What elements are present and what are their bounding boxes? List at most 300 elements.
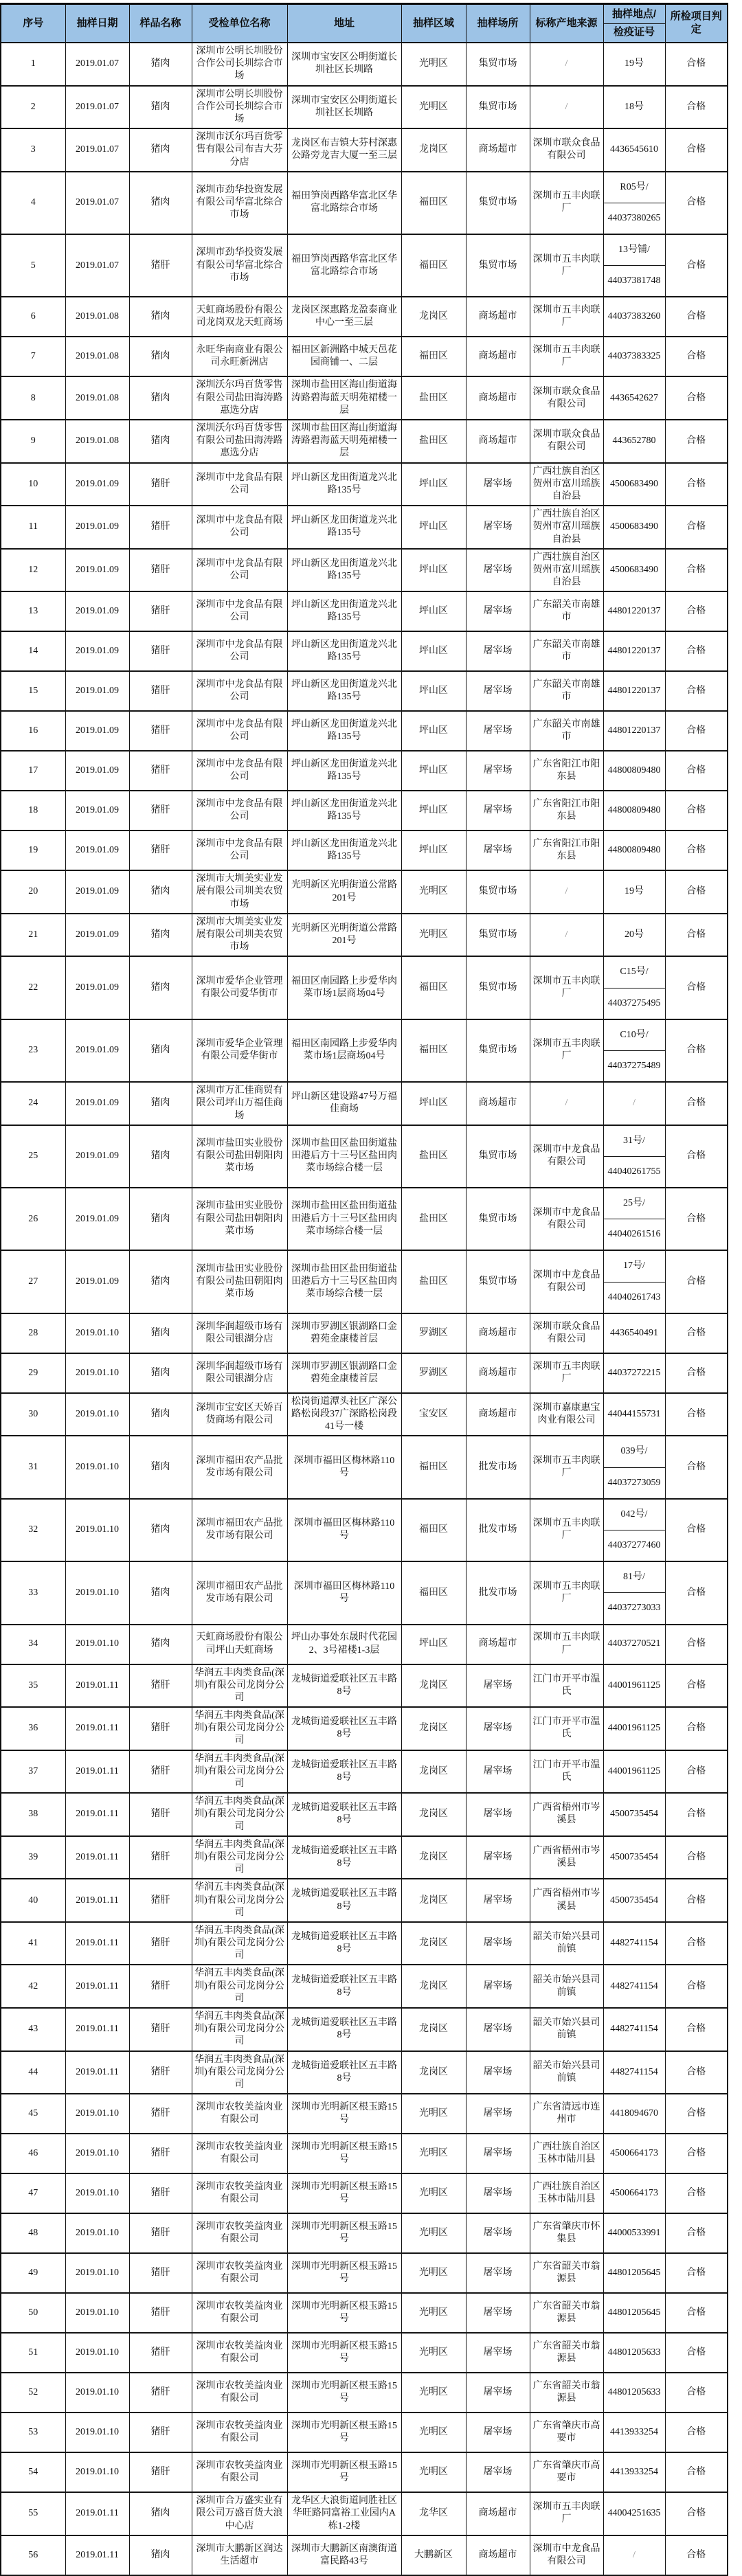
cell-unit: 深圳市福田农产品批发市场有限公司: [192, 1436, 287, 1498]
cell-address: 坪山新区龙田街道龙兴北路135号: [287, 463, 401, 506]
cell-date: 2019.01.11: [65, 2008, 129, 2051]
cell-sample: 猪肝: [129, 549, 192, 592]
cell-no: 47: [1, 2173, 65, 2213]
cell-sample: 猪肝: [129, 1836, 192, 1879]
cell-origin: /: [530, 86, 603, 129]
cell-date: 2019.01.08: [65, 376, 129, 420]
column-header-cert: [603, 4, 665, 43]
cell-date: 2019.01.09: [65, 791, 129, 831]
cell-cert: 44800809480: [603, 791, 665, 831]
cell-unit: 深圳市大圳美实业发展有限公司圳美农贸市场: [192, 914, 287, 957]
cell-unit: 深圳市大圳美实业发展有限公司圳美农贸市场: [192, 870, 287, 914]
cell-unit: 深圳市农牧美益肉业有限公司: [192, 2333, 287, 2373]
cell-district: 龙岗区: [401, 1707, 466, 1750]
cell-place: 集贸市场: [466, 914, 530, 957]
cell-cert: 443652780: [603, 420, 665, 463]
cell-address: 深圳市光明新区根玉路15号: [287, 2333, 401, 2373]
table-row: [1, 956, 728, 1019]
column-header-address: 地址: [287, 4, 401, 43]
cell-date: 2019.01.09: [65, 914, 129, 957]
cell-address: 深圳市光明新区根玉路15号: [287, 2373, 401, 2413]
cell-place: 商场超市: [466, 1393, 530, 1436]
cell-address: 深圳市罗湖区银湖路口金碧苑金康楼首层: [287, 1313, 401, 1353]
cell-no: 51: [1, 2333, 65, 2373]
cell-district: 光明区: [401, 914, 466, 957]
cell-place: 商场超市: [466, 420, 530, 463]
cell-unit: 深圳市农牧美益肉业有限公司: [192, 2373, 287, 2413]
column-header-origin: 标称产地来源: [530, 4, 603, 43]
cell-result: 合格: [665, 1707, 728, 1750]
cell-date: 2019.01.07: [65, 234, 129, 297]
cell-no: 37: [1, 1750, 65, 1794]
cell-place: 商场超市: [466, 1625, 530, 1664]
cell-origin: 广西省梧州市岑溪县: [530, 1879, 603, 1922]
cell-date: 2019.01.09: [65, 463, 129, 506]
cell-place: 屠宰场: [466, 2134, 530, 2173]
table-row: [1, 2253, 728, 2293]
cell-result: 合格: [665, 1313, 728, 1353]
cell-cert: [603, 1561, 665, 1624]
cell-date: 2019.01.10: [65, 2134, 129, 2173]
cell-result: 合格: [665, 631, 728, 671]
cell-origin: 广西省梧州市岑溪县: [530, 1793, 603, 1836]
cell-address: 深圳市罗湖区银湖路口金碧苑金康楼首层: [287, 1353, 401, 1393]
cell-date: 2019.01.11: [65, 1922, 129, 1965]
cell-sample: 猪肝: [129, 2008, 192, 2051]
cell-place: 集贸市场: [466, 870, 530, 914]
cell-unit: 深圳市福田农产品批发市场有限公司: [192, 1561, 287, 1624]
table-row: [1, 2492, 728, 2535]
cell-cert: 44037272215: [603, 1353, 665, 1393]
table-row: [1, 711, 728, 751]
cell-place: 屠宰场: [466, 791, 530, 831]
cell-address: 深圳市盐田区盐田街道盐田港后方十三号区盐田肉菜市场综合楼一层: [287, 1188, 401, 1250]
cell-sample: 猪肉: [129, 2535, 192, 2575]
table-row: [1, 2134, 728, 2173]
cell-district: 光明区: [401, 86, 466, 129]
cell-cert: [603, 1499, 665, 1561]
cell-unit: 深圳市福田农产品批发市场有限公司: [192, 1499, 287, 1561]
cell-sample: 猪肝: [129, 2173, 192, 2213]
cert-certificate-number: 44037277460: [607, 1539, 661, 1550]
cell-place: 屠宰场: [466, 1836, 530, 1879]
cell-result: 合格: [665, 43, 728, 86]
cell-result: 合格: [665, 2535, 728, 2575]
table-row: [1, 2094, 728, 2134]
cell-no: 21: [1, 914, 65, 957]
cell-address: 深圳市光明新区根玉路15号: [287, 2293, 401, 2333]
cell-no: 17: [1, 751, 65, 791]
cell-result: 合格: [665, 1250, 728, 1313]
cell-date: 2019.01.10: [65, 1393, 129, 1436]
cell-result: 合格: [665, 1436, 728, 1498]
cell-district: 光明区: [401, 2293, 466, 2333]
cell-district: 龙岗区: [401, 1664, 466, 1708]
cell-date: 2019.01.09: [65, 506, 129, 549]
cell-sample: 猪肝: [129, 831, 192, 870]
cell-origin: 深圳市联众食品有限公司: [530, 376, 603, 420]
cell-origin: 广东韶关市南雄市: [530, 671, 603, 711]
cell-date: 2019.01.10: [65, 1313, 129, 1353]
cell-no: 55: [1, 2492, 65, 2535]
cell-address: 深圳市盐田区盐田街道盐田港后方十三号区盐田肉菜市场综合楼一层: [287, 1125, 401, 1188]
cell-sample: 猪肉: [129, 1125, 192, 1188]
cell-result: 合格: [665, 2094, 728, 2134]
cell-sample: 猪肝: [129, 2253, 192, 2293]
cell-place: 屠宰场: [466, 831, 530, 870]
cell-cert: 44001961125: [603, 1707, 665, 1750]
cell-unit: 深圳沃尔玛百货零售有限公司盐田海涛路惠选分店: [192, 376, 287, 420]
cell-place: 商场超市: [466, 1313, 530, 1353]
cell-sample: 猪肉: [129, 1313, 192, 1353]
cell-result: 合格: [665, 376, 728, 420]
cell-district: 福田区: [401, 1561, 466, 1624]
cell-place: 集贸市场: [466, 1019, 530, 1082]
column-header-date: 抽样日期: [65, 4, 129, 43]
cell-result: 合格: [665, 2173, 728, 2213]
cell-district: 龙岗区: [401, 2008, 466, 2051]
cell-sample: 猪肉: [129, 337, 192, 376]
cell-place: 屠宰场: [466, 463, 530, 506]
cell-sample: 猪肉: [129, 1393, 192, 1436]
cell-date: 2019.01.10: [65, 1436, 129, 1498]
cell-district: 龙岗区: [401, 1836, 466, 1879]
cell-district: 坪山区: [401, 1625, 466, 1664]
cell-place: 商场超市: [466, 128, 530, 172]
cell-sample: 猪肝: [129, 1965, 192, 2008]
cell-date: 2019.01.11: [65, 2051, 129, 2094]
table-row: [1, 2051, 728, 2094]
cell-address: 龙城街道爱联社区五丰路8号: [287, 1879, 401, 1922]
cell-cert: 4418094670: [603, 2094, 665, 2134]
cell-sample: 猪肉: [129, 1499, 192, 1561]
cell-address: 福田笋岗西路华富北区华富北路综合市场: [287, 234, 401, 297]
cell-district: 大鹏新区: [401, 2535, 466, 2575]
cell-sample: 猪肝: [129, 671, 192, 711]
cell-unit: 深圳市万汇佳商贸有限公司坪山万福佳商场: [192, 1082, 287, 1125]
cell-origin: 深圳市五丰肉联厂: [530, 1625, 603, 1664]
cell-origin: 广东省韶关市翁源县: [530, 2253, 603, 2293]
cell-unit: 深圳市合万盛实业有限公司万盛百货大浪中心店: [192, 2492, 287, 2535]
cell-no: 52: [1, 2373, 65, 2413]
cell-no: 34: [1, 1625, 65, 1664]
cell-origin: 广西壮族自治区贺州市富川瑶族自治县: [530, 506, 603, 549]
cell-origin: 韶关市始兴县司前镇: [530, 2008, 603, 2051]
cell-place: 集贸市场: [466, 234, 530, 297]
cell-address: 深圳市盐田区海山街道海涛路碧海蓝天明苑裙楼一层: [287, 420, 401, 463]
cell-address: 龙城街道爱联社区五丰路8号: [287, 1750, 401, 1794]
cell-no: 50: [1, 2293, 65, 2333]
cell-sample: 猪肉: [129, 956, 192, 1019]
cell-origin: 深圳市中龙食品有限公司: [530, 1250, 603, 1313]
cell-sample: 猪肉: [129, 1561, 192, 1624]
cell-address: 龙城街道爱联社区五丰路8号: [287, 1965, 401, 2008]
cell-result: 合格: [665, 791, 728, 831]
table-row: [1, 172, 728, 234]
cell-no: 29: [1, 1353, 65, 1393]
cell-address: 坪山办事处东晟时代花园2、3号裙楼1-3层: [287, 1625, 401, 1664]
cell-cert: 4500735454: [603, 1793, 665, 1836]
cell-cert: 4482741154: [603, 1922, 665, 1965]
cell-district: 光明区: [401, 870, 466, 914]
cell-origin: 广东省肇庆市高要市: [530, 2413, 603, 2452]
cell-origin: 江门市开平市温氏: [530, 1707, 603, 1750]
cell-address: 深圳市宝安区公明街道长圳社区长圳路: [287, 43, 401, 86]
cell-no: 54: [1, 2452, 65, 2492]
cell-district: 龙岗区: [401, 1922, 466, 1965]
table-row: [1, 1664, 728, 1708]
table-row: [1, 337, 728, 376]
cell-no: 40: [1, 1879, 65, 1922]
cell-address: 坪山新区龙田街道龙兴北路135号: [287, 549, 401, 592]
cell-origin: 广东省韶关市翁源县: [530, 2333, 603, 2373]
cell-cert: 44037383260: [603, 297, 665, 337]
table-body: [1, 43, 728, 2575]
cell-sample: 猪肉: [129, 43, 192, 86]
table-row: [1, 1436, 728, 1498]
cell-district: 光明区: [401, 2452, 466, 2492]
cell-origin: /: [530, 43, 603, 86]
cell-cert: /: [603, 2535, 665, 2575]
cell-district: 龙岗区: [401, 2051, 466, 2094]
table-row: [1, 914, 728, 957]
cell-unit: 深圳市中龙食品有限公司: [192, 791, 287, 831]
cell-result: 合格: [665, 1393, 728, 1436]
cell-unit: 深圳市爱华企业管理有限公司爱华街市: [192, 1019, 287, 1082]
cell-place: 屠宰场: [466, 751, 530, 791]
cell-no: 11: [1, 506, 65, 549]
cell-sample: 猪肝: [129, 2333, 192, 2373]
cell-origin: 韶关市始兴县司前镇: [530, 1922, 603, 1965]
cell-district: 盐田区: [401, 1125, 466, 1188]
cell-place: 批发市场: [466, 1436, 530, 1498]
cell-address: 坪山新区龙田街道龙兴北路135号: [287, 831, 401, 870]
cell-sample: 猪肝: [129, 2452, 192, 2492]
cert-certificate-number: 44037381748: [607, 275, 661, 286]
cell-date: 2019.01.09: [65, 631, 129, 671]
cell-origin: 韶关市始兴县司前镇: [530, 1965, 603, 2008]
cell-date: 2019.01.10: [65, 2293, 129, 2333]
cell-address: 福田笋岗西路华富北区华富北路综合市场: [287, 172, 401, 234]
table-row: [1, 1082, 728, 1125]
cell-date: 2019.01.09: [65, 870, 129, 914]
cell-sample: 猪肝: [129, 1922, 192, 1965]
column-header-cert-bottom: 检疫证号: [613, 25, 655, 38]
cell-date: 2019.01.11: [65, 2535, 129, 2575]
cert-stall-number: 13号铺/: [604, 235, 665, 266]
cell-date: 2019.01.11: [65, 1664, 129, 1708]
cell-date: 2019.01.11: [65, 1836, 129, 1879]
cell-unit: 深圳市盐田实业股份有限公司盐田朝阳肉菜市场: [192, 1250, 287, 1313]
cell-unit: 天虹商场股份有限公司龙岗双龙天虹商场: [192, 297, 287, 337]
cell-date: 2019.01.09: [65, 549, 129, 592]
cell-cert: 44000533991: [603, 2213, 665, 2253]
cell-place: 屠宰场: [466, 1707, 530, 1750]
cert-stall-number: 31号/: [604, 1126, 665, 1157]
cell-no: 49: [1, 2253, 65, 2293]
cell-unit: 深圳市农牧美益肉业有限公司: [192, 2452, 287, 2492]
cell-cert: 44801220137: [603, 631, 665, 671]
cell-address: 坪山新区建设路47号万福佳商场: [287, 1082, 401, 1125]
cell-sample: 猪肝: [129, 234, 192, 297]
cell-cert: 44037383325: [603, 337, 665, 376]
table-row: [1, 1836, 728, 1879]
cell-sample: 猪肝: [129, 1707, 192, 1750]
cell-cert: 4413933254: [603, 2452, 665, 2492]
cell-date: 2019.01.08: [65, 420, 129, 463]
cell-origin: 深圳市五丰肉联厂: [530, 2492, 603, 2535]
cell-result: 合格: [665, 1499, 728, 1561]
cell-date: 2019.01.07: [65, 172, 129, 234]
cell-no: 38: [1, 1793, 65, 1836]
table-row: [1, 234, 728, 297]
column-header-no: 序号: [1, 4, 65, 43]
cell-no: 4: [1, 172, 65, 234]
cell-address: 龙城街道爱联社区五丰路8号: [287, 2051, 401, 2094]
cell-no: 53: [1, 2413, 65, 2452]
cell-place: 屠宰场: [466, 2051, 530, 2094]
cell-place: 批发市场: [466, 1499, 530, 1561]
cell-cert: [603, 172, 665, 234]
cert-stall-number: 25号/: [604, 1188, 665, 1219]
cell-district: 光明区: [401, 2333, 466, 2373]
cell-cert: 18号: [603, 86, 665, 129]
cell-address: 坪山新区龙田街道龙兴北路135号: [287, 791, 401, 831]
cell-no: 7: [1, 337, 65, 376]
cell-origin: /: [530, 870, 603, 914]
cell-date: 2019.01.10: [65, 2253, 129, 2293]
cell-no: 26: [1, 1188, 65, 1250]
cell-result: 合格: [665, 751, 728, 791]
cell-origin: 广东省韶关市翁源县: [530, 2373, 603, 2413]
cell-district: 坪山区: [401, 831, 466, 870]
cell-place: 集贸市场: [466, 1125, 530, 1188]
cell-date: 2019.01.10: [65, 1625, 129, 1664]
cell-unit: 深圳市大鹏新区润达生活超市: [192, 2535, 287, 2575]
cell-district: 福田区: [401, 1019, 466, 1082]
cell-address: 光明新区光明街道公常路201号: [287, 914, 401, 957]
cell-no: 39: [1, 1836, 65, 1879]
cell-place: 商场超市: [466, 337, 530, 376]
cell-place: 屠宰场: [466, 671, 530, 711]
cell-origin: 广东省阳江市阳东县: [530, 831, 603, 870]
cell-district: 坪山区: [401, 549, 466, 592]
cell-origin: 广东省阳江市阳东县: [530, 791, 603, 831]
cell-district: 龙岗区: [401, 128, 466, 172]
cell-district: 盐田区: [401, 420, 466, 463]
table-row: [1, 2452, 728, 2492]
cell-place: 商场超市: [466, 376, 530, 420]
cell-place: 屠宰场: [466, 1922, 530, 1965]
table-row: [1, 2413, 728, 2452]
cert-certificate-number: 44037273033: [607, 1603, 661, 1614]
cell-origin: 深圳市五丰肉联厂: [530, 172, 603, 234]
cell-origin: 江门市开平市温氏: [530, 1750, 603, 1794]
cell-district: 宝安区: [401, 1393, 466, 1436]
cell-no: 36: [1, 1707, 65, 1750]
cell-address: 福田区新洲路中城天邑花园商铺一、二层: [287, 337, 401, 376]
cell-address: 坪山新区龙田街道龙兴北路135号: [287, 631, 401, 671]
cell-no: 32: [1, 1499, 65, 1561]
cell-sample: 猪肝: [129, 1793, 192, 1836]
cell-cert: 44037270521: [603, 1625, 665, 1664]
cell-no: 30: [1, 1393, 65, 1436]
cell-district: 福田区: [401, 1499, 466, 1561]
table-row: [1, 1250, 728, 1313]
cell-district: 光明区: [401, 43, 466, 86]
cell-no: 27: [1, 1250, 65, 1313]
cell-no: 31: [1, 1436, 65, 1498]
cell-unit: 深圳市中龙食品有限公司: [192, 506, 287, 549]
cell-origin: 深圳市联众食品有限公司: [530, 420, 603, 463]
table-row: [1, 751, 728, 791]
cell-origin: 广西壮族自治区贺州市富川瑶族自治县: [530, 463, 603, 506]
cell-unit: 深圳市农牧美益肉业有限公司: [192, 2094, 287, 2134]
cell-no: 42: [1, 1965, 65, 2008]
cell-date: 2019.01.09: [65, 1250, 129, 1313]
cell-unit: 深圳市公明长圳股份合作公司长圳综合市场: [192, 86, 287, 129]
cell-sample: 猪肝: [129, 2094, 192, 2134]
cell-result: 合格: [665, 2373, 728, 2413]
cell-place: 屠宰场: [466, 2373, 530, 2413]
column-header-sample: 样品名称: [129, 4, 192, 43]
cell-cert: 44001961125: [603, 1664, 665, 1708]
table-row: [1, 2373, 728, 2413]
cell-origin: 广东韶关市南雄市: [530, 711, 603, 751]
cell-cert: 4436545610: [603, 128, 665, 172]
cell-sample: 猪肉: [129, 1625, 192, 1664]
cell-address: 龙城街道爱联社区五丰路8号: [287, 2008, 401, 2051]
cell-unit: 深圳华润超级市场有限公司银湖分店: [192, 1353, 287, 1393]
cell-place: 屠宰场: [466, 2413, 530, 2452]
cell-sample: 猪肝: [129, 2413, 192, 2452]
table-header: [1, 4, 728, 43]
cell-place: 屠宰场: [466, 549, 530, 592]
table-row: [1, 591, 728, 631]
cell-sample: 猪肉: [129, 1353, 192, 1393]
cell-date: 2019.01.07: [65, 86, 129, 129]
table-row: [1, 506, 728, 549]
cell-cert: 4500683490: [603, 463, 665, 506]
cell-address: 龙城街道爱联社区五丰路8号: [287, 1707, 401, 1750]
cell-address: 深圳市福田区梅林路110号: [287, 1436, 401, 1498]
cell-place: 屠宰场: [466, 2452, 530, 2492]
table-row: [1, 463, 728, 506]
cell-sample: 猪肉: [129, 1082, 192, 1125]
cell-result: 合格: [665, 2492, 728, 2535]
cell-place: 屠宰场: [466, 591, 530, 631]
cell-cert: [603, 1125, 665, 1188]
cell-place: 集贸市场: [466, 1250, 530, 1313]
cell-date: 2019.01.09: [65, 1019, 129, 1082]
cell-unit: 深圳市中龙食品有限公司: [192, 591, 287, 631]
cell-date: 2019.01.10: [65, 2413, 129, 2452]
cell-district: 坪山区: [401, 591, 466, 631]
cell-district: 坪山区: [401, 711, 466, 751]
cell-district: 龙华区: [401, 2492, 466, 2535]
table-row: [1, 1879, 728, 1922]
table-row: [1, 1499, 728, 1561]
cell-sample: 猪肝: [129, 751, 192, 791]
table-row: [1, 549, 728, 592]
cell-result: 合格: [665, 831, 728, 870]
cell-district: 坪山区: [401, 791, 466, 831]
cell-date: 2019.01.09: [65, 591, 129, 631]
cell-district: 光明区: [401, 2134, 466, 2173]
cell-cert: 4436542627: [603, 376, 665, 420]
cell-date: 2019.01.09: [65, 711, 129, 751]
table-row: [1, 297, 728, 337]
